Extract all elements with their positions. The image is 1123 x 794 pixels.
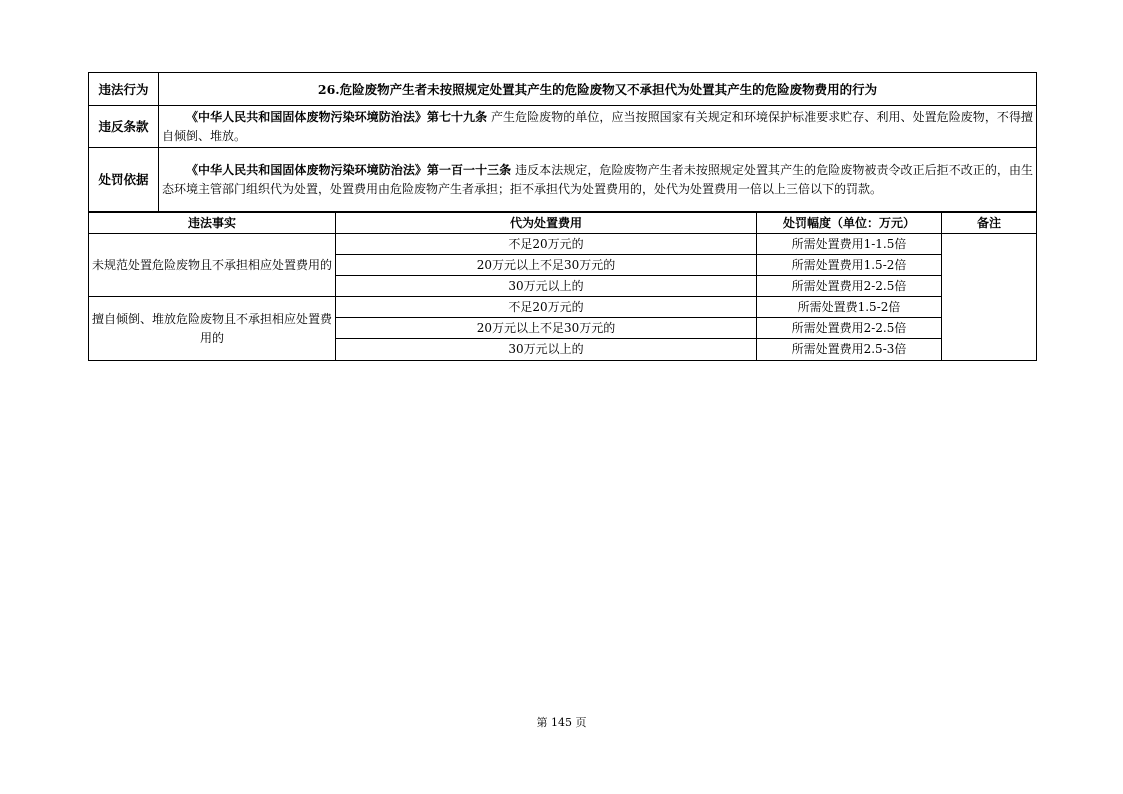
- cost-cell: 不足20万元的: [336, 234, 757, 255]
- cost-cell: 30万元以上的: [336, 276, 757, 297]
- penalty-basis-law: 《中华人民共和国固体废物污染环境防治法》第一百一十三条: [186, 162, 512, 177]
- violated-clause-law: 《中华人民共和国固体废物污染环境防治法》第七十九条: [186, 109, 488, 124]
- penalty-basis-row: [89, 148, 1037, 212]
- violated-clause-text: [159, 106, 1037, 148]
- range-cell: 所需处置费用2-2.5倍: [757, 276, 942, 297]
- cost-cell: 20万元以上不足30万元的: [336, 318, 757, 339]
- range-cell: 所需处置费用1.5-2倍: [757, 255, 942, 276]
- violation-row: [89, 73, 1037, 106]
- violation-title: 26.危险废物产生者未按照规定处置其产生的危险废物又不承担代为处置其产生的危险废物费用的行为: [159, 73, 1037, 106]
- violation-label: 违法行为: [89, 73, 159, 106]
- cost-cell: 不足20万元的: [336, 297, 757, 318]
- range-cell: 所需处置费用1-1.5倍: [757, 234, 942, 255]
- table-row: [89, 297, 1037, 318]
- remarks-cell: [942, 234, 1037, 361]
- penalty-table: [88, 212, 1037, 361]
- col-header-range: 处罚幅度（单位：万元）: [757, 213, 942, 234]
- penalty-basis-text: [159, 148, 1037, 212]
- violated-clause-label: 违反条款: [89, 106, 159, 148]
- violation-info-table: [88, 72, 1037, 212]
- col-header-fact: 违法事实: [89, 213, 336, 234]
- page-number: 第 145 页: [536, 716, 587, 729]
- penalty-basis-body: 违反本法规定，危险废物产生者未按照规定处置其产生的危险废物被责令改正后拒不改正的，由生态环境主管部门组织代为处置，处置费用由危险废物产生者承担；拒不承担代为处置费用的，处代为处置费用一倍以上三倍以下的罚款。: [162, 162, 1033, 196]
- col-header-cost: 代为处置费用: [336, 213, 757, 234]
- violation-fact-cell: 擅自倾倒、堆放危险废物且不承担相应处置费用的: [89, 297, 336, 361]
- table-row: [89, 234, 1037, 255]
- range-cell: 所需处置费用2.5-3倍: [757, 339, 942, 361]
- range-cell: 所需处置费1.5-2倍: [757, 297, 942, 318]
- violated-clause-body: 产生危险废物的单位，应当按照国家有关规定和环境保护标准要求贮存、利用、处置危险废物，不得擅自倾倒、堆放。: [162, 109, 1033, 143]
- cost-cell: 20万元以上不足30万元的: [336, 255, 757, 276]
- penalty-basis-label: 处罚依据: [89, 148, 159, 212]
- col-header-remarks: 备注: [942, 213, 1037, 234]
- cost-cell: 30万元以上的: [336, 339, 757, 361]
- range-cell: 所需处置费用2-2.5倍: [757, 318, 942, 339]
- violated-clause-row: [89, 106, 1037, 148]
- violation-fact-cell: 未规范处置危险废物且不承担相应处置费用的: [89, 234, 336, 297]
- penalty-table-header: [89, 213, 1037, 234]
